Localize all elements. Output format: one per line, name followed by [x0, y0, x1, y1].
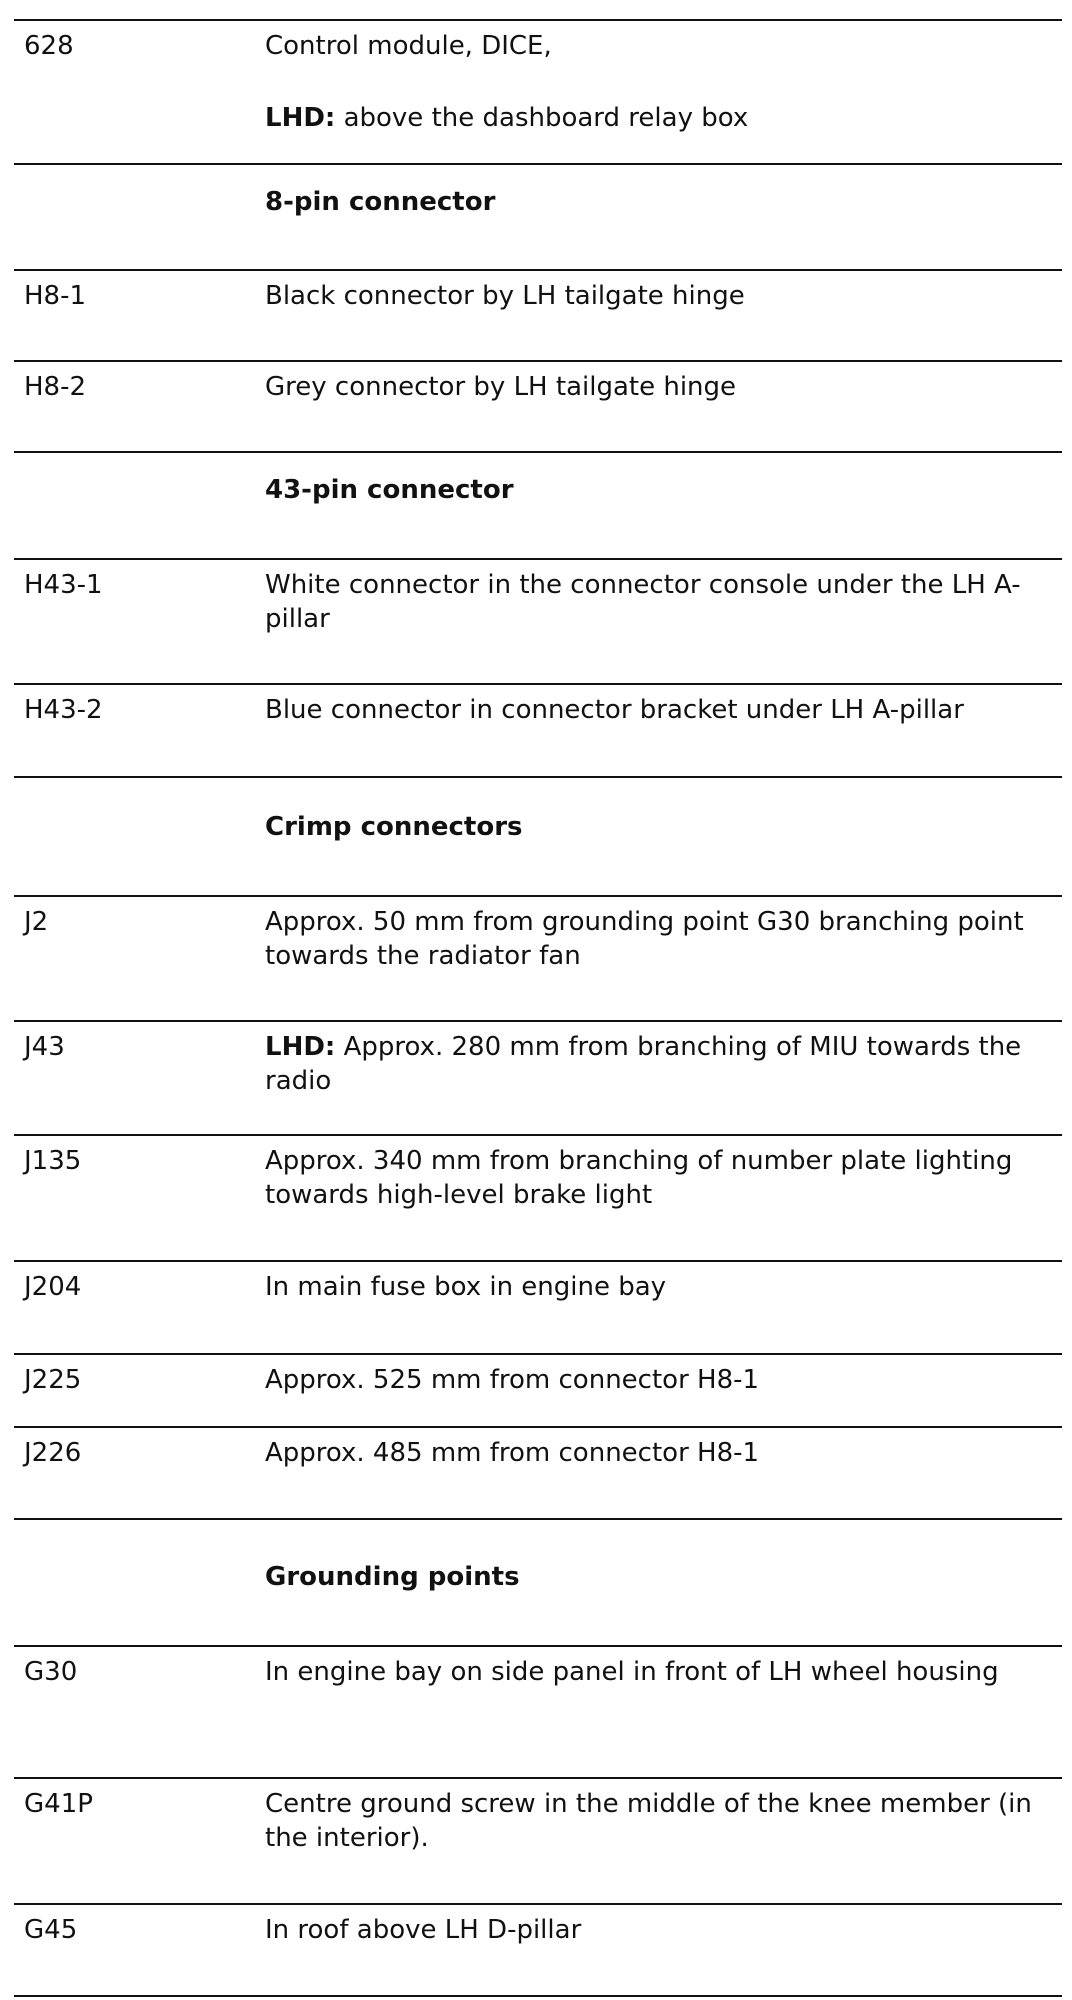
row-description: In engine bay on side panel in front of LH wheel housing [265, 1657, 999, 1687]
connector-table [14, 19, 1062, 1997]
row-description: Grey connector by LH tailgate hinge [265, 372, 737, 402]
row-description [265, 1030, 1065, 1098]
lhd-label: LHD: [265, 1032, 336, 1062]
row-description: In main fuse box in engine bay [265, 1272, 667, 1302]
row-description: Blue connector in connector bracket under LH A-pillar [265, 695, 964, 725]
table-row [14, 895, 1062, 1020]
section-heading: Crimp connectors [265, 812, 523, 842]
section-heading-row [14, 1518, 1062, 1645]
table-row [14, 1426, 1062, 1518]
row-code: G41P [24, 1789, 93, 1819]
row-code: G45 [24, 1915, 78, 1945]
row-code: H8-2 [24, 372, 87, 402]
table-row [14, 1903, 1062, 1997]
row-code: J2 [24, 907, 49, 937]
row-code: J43 [24, 1032, 65, 1062]
row-code: J204 [24, 1272, 82, 1302]
table-row [14, 1260, 1062, 1353]
section-heading-row [14, 163, 1062, 269]
row-description: Approx. 50 mm from grounding point G30 branching point towards the radiator fan [265, 907, 1024, 971]
table-row [14, 1020, 1062, 1134]
row-description: Approx. 525 mm from connector H8-1 [265, 1365, 760, 1395]
table-row [14, 683, 1062, 776]
table-row [14, 1645, 1062, 1777]
table-row [14, 19, 1062, 163]
row-code: J135 [24, 1146, 82, 1176]
row-description-text: Approx. 280 mm from branching of MIU towards the radio [265, 1032, 1022, 1096]
row-code: H43-2 [24, 695, 103, 725]
table-row [14, 1777, 1062, 1903]
row-description: In roof above LH D-pillar [265, 1915, 582, 1945]
section-heading: 43-pin connector [265, 475, 514, 505]
lhd-label: LHD: [265, 103, 336, 133]
section-heading-row [14, 451, 1062, 558]
table-row [14, 269, 1062, 360]
row-code: H8-1 [24, 281, 87, 311]
table-row [14, 1134, 1062, 1260]
row-description: Centre ground screw in the middle of the knee member (in the interior). [265, 1789, 1032, 1853]
row-description: Black connector by LH tailgate hinge [265, 281, 745, 311]
row-code: J226 [24, 1438, 82, 1468]
row-code: J225 [24, 1365, 82, 1395]
row-description-line2 [265, 101, 1065, 135]
section-heading-row [14, 776, 1062, 895]
table-row [14, 558, 1062, 683]
table-row [14, 360, 1062, 451]
row-description [265, 29, 1065, 135]
row-description-line2-text: above the dashboard relay box [335, 103, 749, 133]
section-heading: 8-pin connector [265, 187, 496, 217]
row-description: Approx. 485 mm from connector H8-1 [265, 1438, 760, 1468]
row-description: Approx. 340 mm from branching of number plate lighting towards high-level brake light [265, 1146, 1013, 1210]
row-description: White connector in the connector console under the LH A-pillar [265, 570, 1021, 634]
section-heading: Grounding points [265, 1562, 520, 1592]
row-code: 628 [24, 31, 74, 61]
row-code: G30 [24, 1657, 78, 1687]
row-code: H43-1 [24, 570, 103, 600]
row-description-line1: Control module, DICE, [265, 31, 552, 61]
table-row [14, 1353, 1062, 1426]
